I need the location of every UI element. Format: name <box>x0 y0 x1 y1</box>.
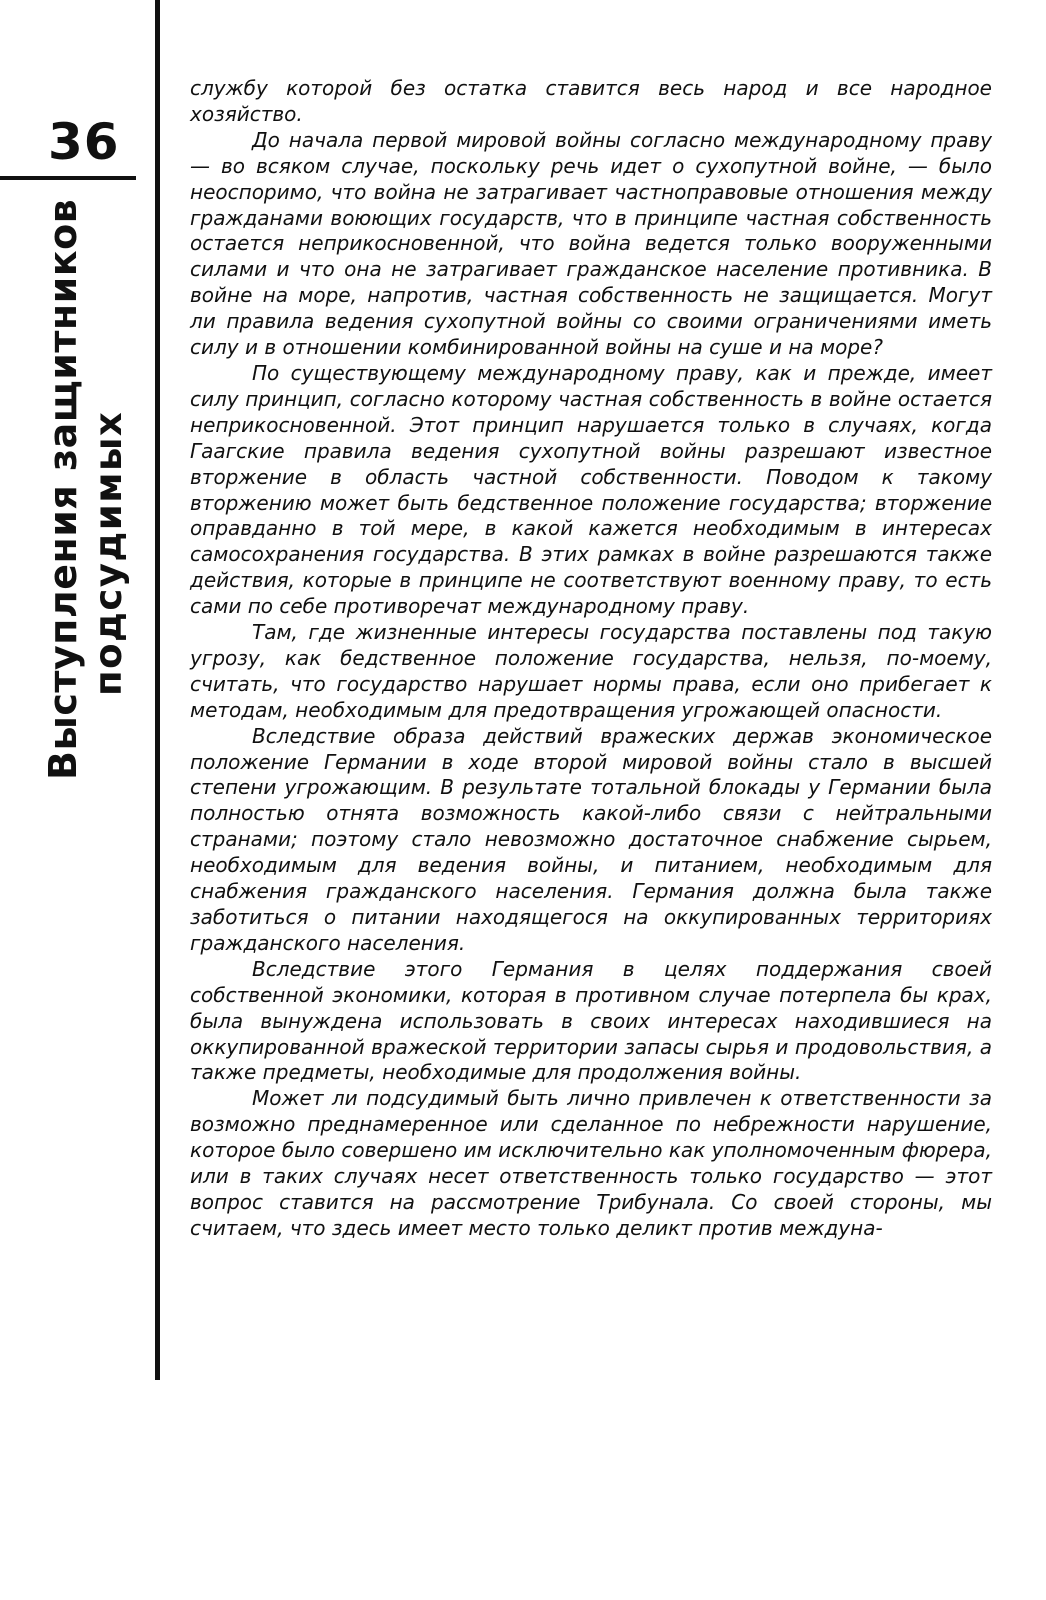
page-number: 36 <box>48 113 120 171</box>
running-title-line-2: подсудимых <box>87 410 130 696</box>
margin-rule <box>155 0 160 1380</box>
paragraph-6: Вследствие этого Германия в целях поддержания своей собственной экономики, которая в противном случае потерпела бы крах, была вынуждена использовать в своих интересах находившиеся на оккупированной вражеской территории запасы сырья и продовольствия, а также предметы, необходимые для продолжения войны. <box>190 956 992 1085</box>
paragraph-5: Вследствие образа действий вражеских держав экономическое положение Германии в ходе второй мировой войны стало в высшей степени угрожающим. В результате тотальной блокады у Германии была полностью отнята возможность какой-либо связи с нейтральными странами; поэтому стало невозможно достаточное снабжение сырьем, необходимым для ведения войны, и питанием, необходимым для снабжения гражданского населения. Германия должна была также заботиться о питании находящегося на оккупированных территориях гражданского населения. <box>190 723 992 955</box>
paragraph-3: По существующему международному праву, как и прежде, имеет силу принцип, согласно которому частная собственность в войне остается неприкосновенной. Этот принцип нарушается только в случаях, когда Гаагские правила ведения сухопутной войны разрешают известное вторжение в область частной собственности. Поводом к такому вторжению может быть бедственное положение государства; вторжение оправданно в той мере, в какой кажется необходимым в интересах самосохранения государства. В этих рамках в войне разрешаются также действия, которые в принципе не соответствуют военному праву, то есть сами по себе противоречат международному праву. <box>190 360 992 619</box>
paragraph-1: службу которой без остатка ставится весь народ и все народное хозяйство. <box>190 76 992 126</box>
running-title-line-1: Выступления защитников <box>41 198 85 780</box>
paragraph-4: Там, где жизненные интересы государства поставлены под такую угрозу, как бедственное положение государства, нельзя, по-моему, считать, что государство нарушает нормы права, если оно прибегает к методам, необходимым для предотвращения угрожающей опасности. <box>190 620 992 722</box>
header-rule <box>0 176 136 180</box>
body-text <box>190 76 992 1242</box>
paragraph-7: Может ли подсудимый быть лично привлечен к ответственности за возможно преднамеренное или сделанное по небрежности нарушение, которое было совершено им исключительно как уполномоченным фюрера, или в таких случаях несет ответственность только государство — этот вопрос ставится на рассмотрение Трибунала. Со своей стороны, мы считаем, что здесь имеет место только деликт против междуна- <box>190 1086 992 1240</box>
paragraph-2: До начала первой мировой войны согласно международному праву — во всяком случае, поскольку речь идет о сухопутной войне, — было неоспоримо, что война не затрагивает частноправовые отношения между гражданами воюющих государств, что в принципе частная собственность остается неприкосновенной, что война ведется только вооруженными силами и что она не затрагивает гражданское население противника. В войне на море, напротив, частная собственность не защищается. Могут ли правила ведения сухопутной войны со своими ограничениями иметь силу и в отношении комбинированной войны на суше и на море? <box>190 127 992 360</box>
